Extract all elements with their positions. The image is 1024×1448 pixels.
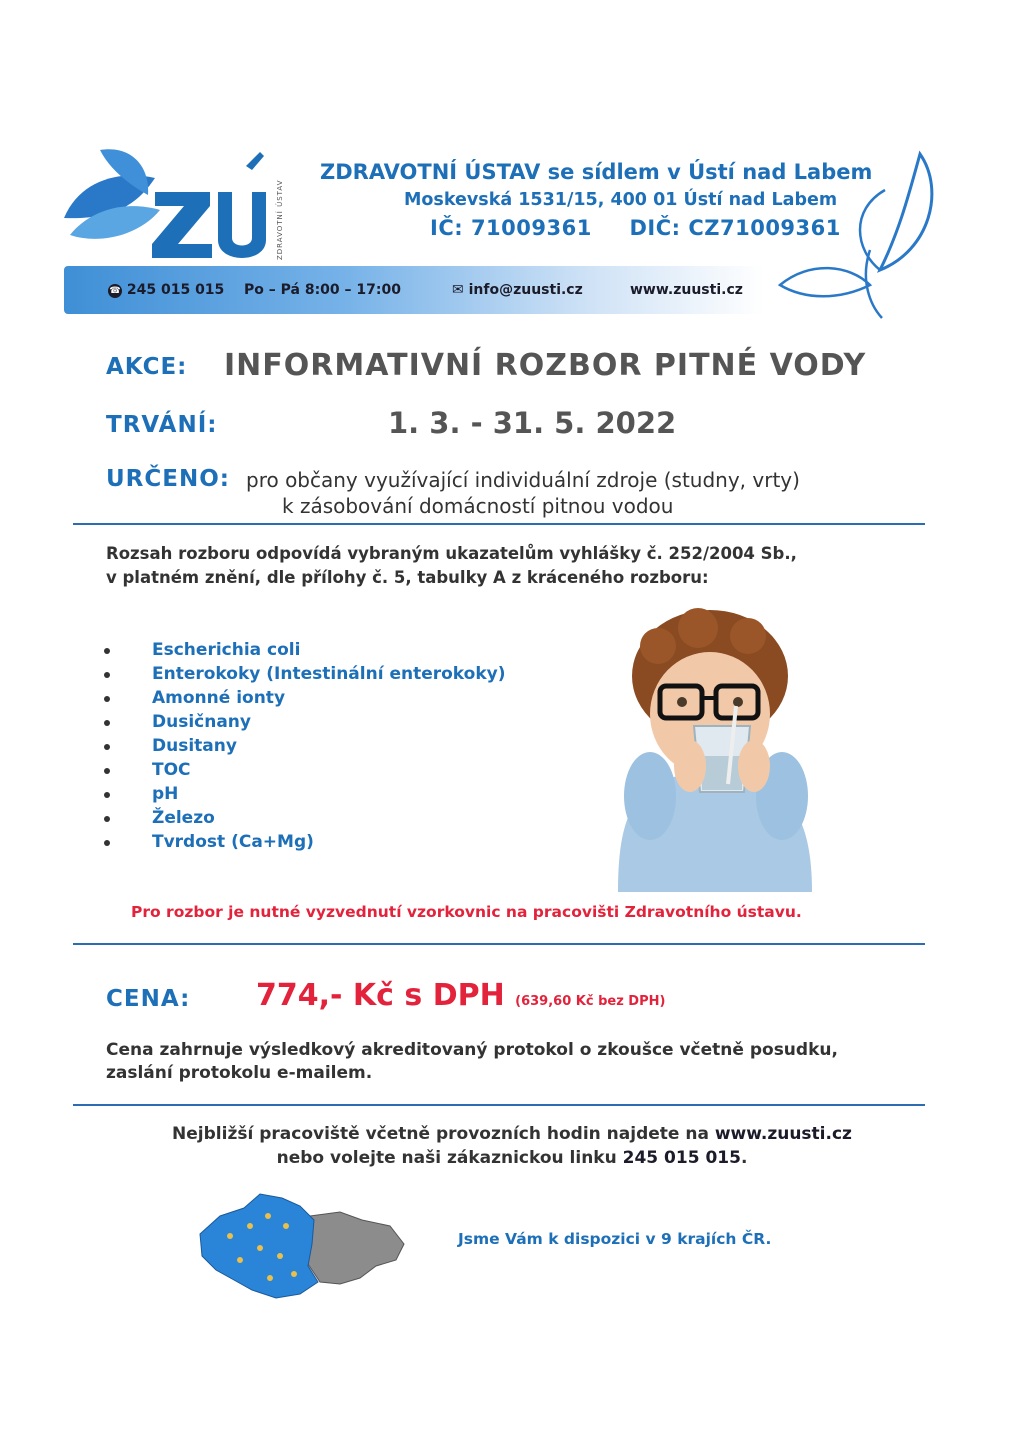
bullet-icon <box>104 792 110 798</box>
list-item: Escherichia coli <box>104 638 505 662</box>
list-item: TOC <box>104 758 505 782</box>
contact-phone[interactable] <box>108 282 224 298</box>
scope-text-line2: v platném znění, dle přílohy č. 5, tabulky A z kráceného rozboru: <box>106 568 709 587</box>
list-item: Amonné ionty <box>104 686 505 710</box>
urceno-label: URČENO: <box>106 466 230 492</box>
urceno-text-line2: k zásobování domácností pitnou vodou <box>282 494 674 518</box>
pickup-note: Pro rozbor je nutné vyzvednutí vzorkovnic na pracovišti Zdravotního ústavu. <box>131 903 802 921</box>
bullet-icon <box>104 840 110 846</box>
footer-website-link[interactable]: www.zuusti.cz <box>714 1124 852 1144</box>
zu-logo <box>60 140 290 270</box>
list-item: Dusitany <box>104 734 505 758</box>
price-note-line2: zaslání protokolu e-mailem. <box>106 1063 373 1083</box>
urceno-text-line1: pro občany využívající individuální zdroje (studny, vrty) <box>246 468 800 492</box>
ic-label: IČ: <box>430 216 464 240</box>
bullet-icon <box>104 744 110 750</box>
divider <box>73 943 925 945</box>
phone-number: 245 015 015 <box>126 282 225 298</box>
bullet-icon <box>104 672 110 678</box>
org-address: Moskevská 1531/15, 400 01 Ústí nad Labem <box>404 190 838 210</box>
trvani-value: 1. 3. - 31. 5. 2022 <box>388 406 677 440</box>
price-value <box>256 978 665 1013</box>
bullet-icon <box>104 816 110 822</box>
footer-line1: Nejbližší pracoviště včetně provozních hodin najdete na www.zuusti.cz <box>172 1124 852 1144</box>
ic-value: 71009361 <box>470 216 592 240</box>
akce-title: INFORMATIVNÍ ROZBOR PITNÉ VODY <box>224 348 867 383</box>
parameter-list <box>104 638 505 854</box>
dic-label: DIČ: <box>629 216 681 240</box>
email-address: info@zuusti.cz <box>468 282 583 298</box>
dic-value: CZ71009361 <box>688 216 841 240</box>
divider <box>73 1104 925 1106</box>
list-item: Železo <box>104 806 505 830</box>
footer-line2: nebo volejte naši zákaznickou linku 245 015 015. <box>276 1148 748 1168</box>
price-label: CENA: <box>106 986 191 1012</box>
envelope-icon: ✉ <box>452 282 464 298</box>
bullet-icon <box>104 768 110 774</box>
child-drinking-water-photo <box>598 606 822 892</box>
akce-label: AKCE: <box>106 354 188 380</box>
czech-regions-map-icon <box>190 1186 412 1304</box>
website-link[interactable]: www.zuusti.cz <box>630 282 743 298</box>
price-note-line1: Cena zahrnuje výsledkový akreditovaný protokol o zkoušce včetně posudku, <box>106 1040 838 1060</box>
bullet-icon <box>104 720 110 726</box>
scope-text-line1: Rozsah rozboru odpovídá vybraným ukazatelům vyhlášky č. 252/2004 Sb., <box>106 544 797 563</box>
contact-email[interactable] <box>452 282 583 298</box>
org-name: ZDRAVOTNÍ ÚSTAV se sídlem v Ústí nad Labem <box>320 160 873 184</box>
list-item: Dusičnany <box>104 710 505 734</box>
price-with-vat: 774,- Kč s DPH <box>256 978 505 1013</box>
list-item: Tvrdost (Ca+Mg) <box>104 830 505 854</box>
list-item: pH <box>104 782 505 806</box>
price-without-vat: (639,60 Kč bez DPH) <box>515 994 666 1009</box>
divider <box>73 523 925 525</box>
header-vertical-text: ZDRAVOTNÍ ÚSTAV <box>276 179 284 260</box>
footer-phone-link[interactable]: 245 015 015 <box>622 1148 741 1168</box>
list-item: Enterokoky (Intestinální enterokoky) <box>104 662 505 686</box>
phone-icon: ☎ <box>109 286 121 296</box>
regions-note: Jsme Vám k dispozici v 9 krajích ČR. <box>458 1230 772 1248</box>
leaf-decoration-icon <box>770 150 950 320</box>
opening-hours: Po – Pá 8:00 – 17:00 <box>244 282 401 298</box>
trvani-label: TRVÁNÍ: <box>106 412 218 438</box>
bullet-icon <box>104 696 110 702</box>
bullet-icon <box>104 648 110 654</box>
